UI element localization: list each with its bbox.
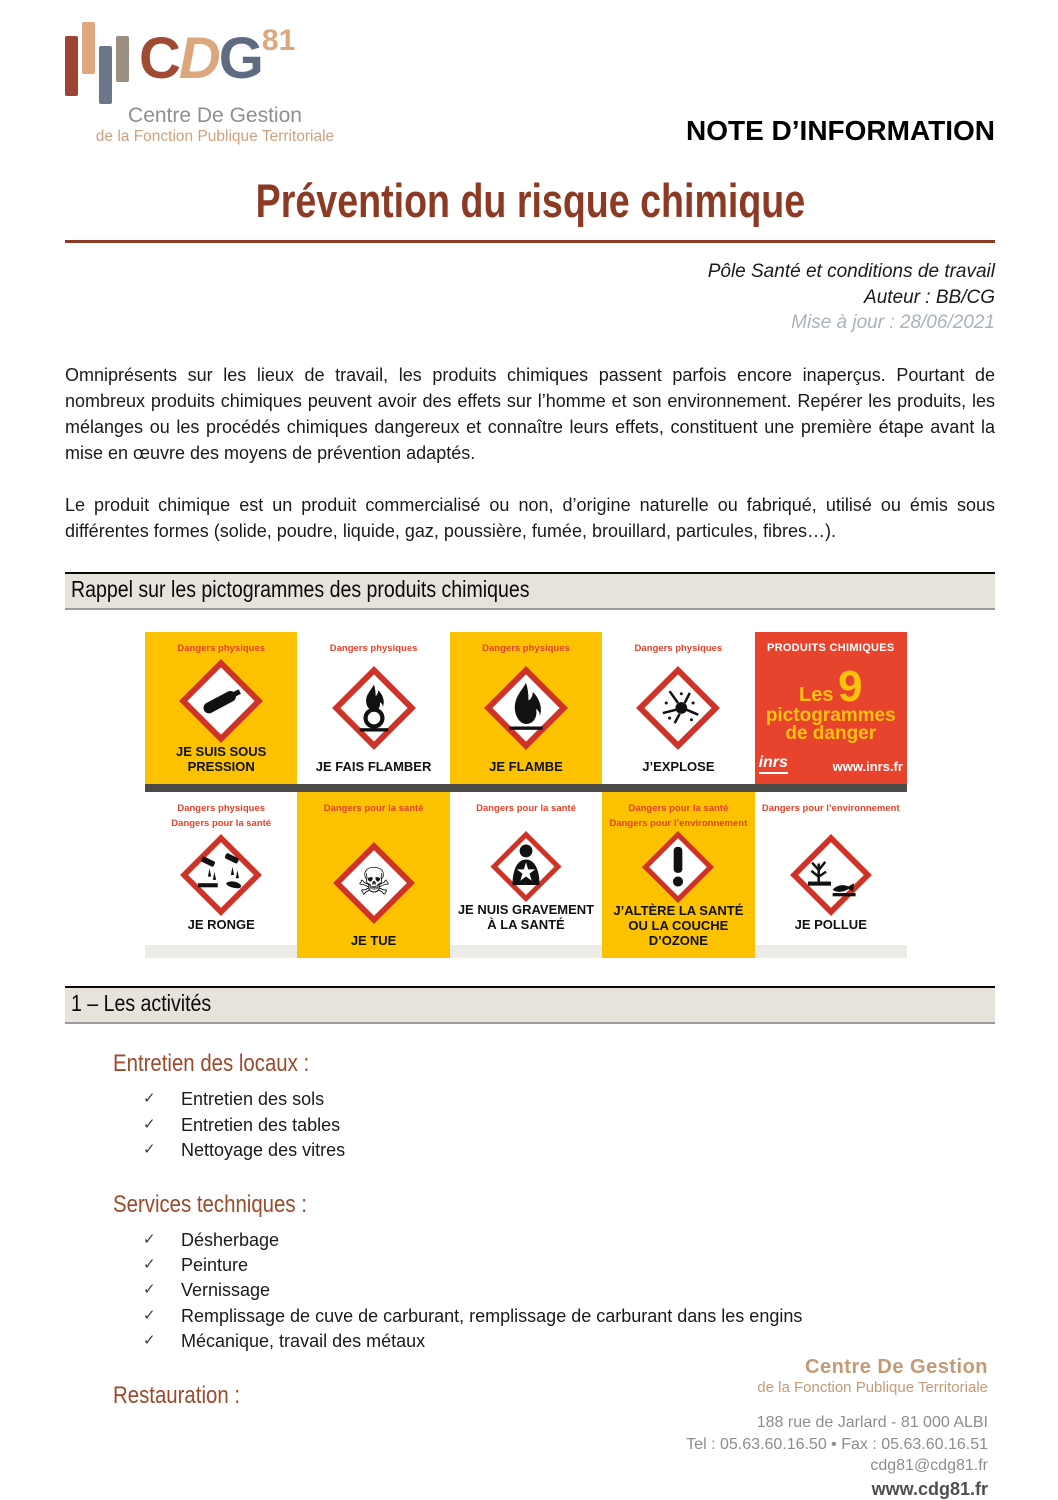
pictogram-pressure: Dangers physiques JE SUIS SOUS PRESSION bbox=[145, 632, 297, 784]
footer-org-subtitle: de la Fonction Publique Territoriale bbox=[757, 1379, 988, 1396]
skull-crossbones-icon bbox=[333, 842, 415, 924]
inrs-panel-title: Les 9 pictogrammes de danger bbox=[765, 661, 896, 745]
logo-bars-icon bbox=[65, 20, 133, 104]
inrs-panel-header: PRODUITS CHIMIQUES bbox=[766, 642, 895, 655]
health-hazard-icon bbox=[485, 831, 567, 902]
section-header-activites: 1 – Les activités bbox=[65, 986, 995, 1024]
inrs-url: www.inrs.fr bbox=[832, 759, 903, 775]
gas-cylinder-icon bbox=[179, 659, 263, 743]
check-icon: ✓ bbox=[143, 1281, 156, 1299]
list-item: ✓ Mécanique, travail des métaux bbox=[143, 1330, 995, 1353]
footer-org-name: Centre De Gestion bbox=[805, 1356, 988, 1378]
row-separator bbox=[145, 784, 907, 792]
page-title: Prévention du risque chimique bbox=[255, 174, 805, 227]
list-item: ✓ Entretien des sols bbox=[143, 1088, 995, 1111]
list-item: ✓ Remplissage de cuve de carburant, remplissage de carburant dans les engins bbox=[143, 1305, 995, 1328]
check-icon: ✓ bbox=[143, 1115, 156, 1133]
footer bbox=[686, 1356, 988, 1500]
pictogram-oxidizer: Dangers physiques JE FAIS FLAMBER bbox=[297, 632, 449, 784]
list-item: ✓ Vernissage bbox=[143, 1279, 995, 1302]
meta-updated: Mise à jour : 28/06/2021 bbox=[791, 312, 995, 334]
doc-type-label: NOTE D’INFORMATION bbox=[685, 115, 995, 146]
list-item: ✓ Entretien des tables bbox=[143, 1114, 995, 1137]
pictogram-harmful: Dangers pour la santé Dangers pour l’environnement J’ALTÈRE LA SANTÉ OU LA COUCHE D’OZONE bbox=[602, 792, 754, 958]
cdg81-logo bbox=[65, 20, 365, 146]
list-item: ✓ Nettoyage des vitres bbox=[143, 1139, 995, 1162]
meta-author: Auteur : BB/CG bbox=[864, 286, 995, 308]
group-title-entretien: Entretien des locaux : bbox=[113, 1050, 310, 1078]
title-rule bbox=[65, 240, 995, 243]
pictogram-environment: Dangers pour l’environnement JE POLLUE bbox=[755, 792, 907, 942]
group-title-restauration: Restauration : bbox=[113, 1381, 241, 1409]
check-icon: ✓ bbox=[143, 1230, 156, 1248]
pictogram-toxic: Dangers pour la santé ☠ JE TUE bbox=[297, 792, 449, 958]
checklist-entretien bbox=[143, 1088, 995, 1162]
intro-paragraph-2: Le produit chimique est un produit commercialisé ou non, d’origine naturelle ou fabriqué, utilisé ou émis sous différentes formes (solide, poudre, liquide, gaz, poussière, fumée, brouillard, particules, fibres…). bbox=[65, 495, 995, 542]
meta-block bbox=[65, 259, 995, 336]
group-title-services: Services techniques : bbox=[113, 1190, 307, 1218]
check-icon: ✓ bbox=[143, 1332, 156, 1350]
exclamation-icon bbox=[637, 831, 719, 903]
check-icon: ✓ bbox=[143, 1090, 156, 1108]
exploding-bomb-icon bbox=[636, 666, 720, 750]
intro-paragraph-1: Omniprésents sur les lieux de travail, les produits chimiques passent parfois encore inaperçus. Pourtant de nombreux produits chimiques peuvent avoir des effets sur l’homme et son environnement. Repérer les produits, les mélanges ou les procédés chimiques dangereux et connaître leurs effets, constituent une première étape avant la mise en œuvre des moyens de prévention adaptés. bbox=[65, 364, 995, 464]
footer-tel-fax: Tel : 05.63.60.16.50 • Fax : 05.63.60.16.51 bbox=[686, 1435, 988, 1453]
pictogram-grid bbox=[145, 632, 907, 958]
svg-text:☠: ☠ bbox=[356, 858, 391, 903]
pictogram-explosive: Dangers physiques J’EXPLOSE bbox=[602, 632, 754, 784]
meta-pole: Pôle Santé et conditions de travail bbox=[707, 261, 995, 282]
checklist-services bbox=[143, 1229, 995, 1354]
corrosion-icon bbox=[180, 834, 262, 916]
footer-address: 188 rue de Jarlard - 81 000 ALBI bbox=[756, 1414, 988, 1431]
check-icon: ✓ bbox=[143, 1306, 156, 1324]
pictogram-row-2 bbox=[145, 792, 907, 958]
environment-icon bbox=[790, 834, 872, 916]
logo-org-name: Centre De Gestion bbox=[128, 104, 302, 127]
check-icon: ✓ bbox=[143, 1256, 156, 1274]
logo-org-subtitle: de la Fonction Publique Territoriale bbox=[95, 128, 335, 145]
pictogram-row-1 bbox=[145, 632, 907, 784]
footer-email: cdg81@cdg81.fr bbox=[870, 1457, 988, 1475]
flame-icon bbox=[484, 666, 568, 750]
inrs-panel bbox=[755, 632, 907, 784]
header bbox=[65, 20, 995, 147]
pictogram-corrosive: Dangers physiques Dangers pour la santé JE RONGE bbox=[145, 792, 297, 942]
pictogram-health-hazard: Dangers pour la santé JE NUIS GRAVEMENT À LA SANTÉ bbox=[450, 792, 602, 942]
check-icon: ✓ bbox=[143, 1141, 156, 1159]
list-item: ✓ Désherbage bbox=[143, 1229, 995, 1252]
pictogram-flammable: Dangers physiques JE FLAMBE bbox=[450, 632, 602, 784]
inrs-logo: inrs bbox=[759, 754, 788, 774]
bottom-strip bbox=[145, 945, 907, 958]
flame-over-circle-icon bbox=[332, 666, 416, 750]
list-item: ✓ Peinture bbox=[143, 1254, 995, 1277]
section-header-pictogrammes: Rappel sur les pictogrammes des produits chimiques bbox=[65, 572, 995, 610]
footer-website: www.cdg81.fr bbox=[871, 1478, 988, 1499]
logo-acronym: CDG$^{81}$ bbox=[139, 24, 296, 91]
